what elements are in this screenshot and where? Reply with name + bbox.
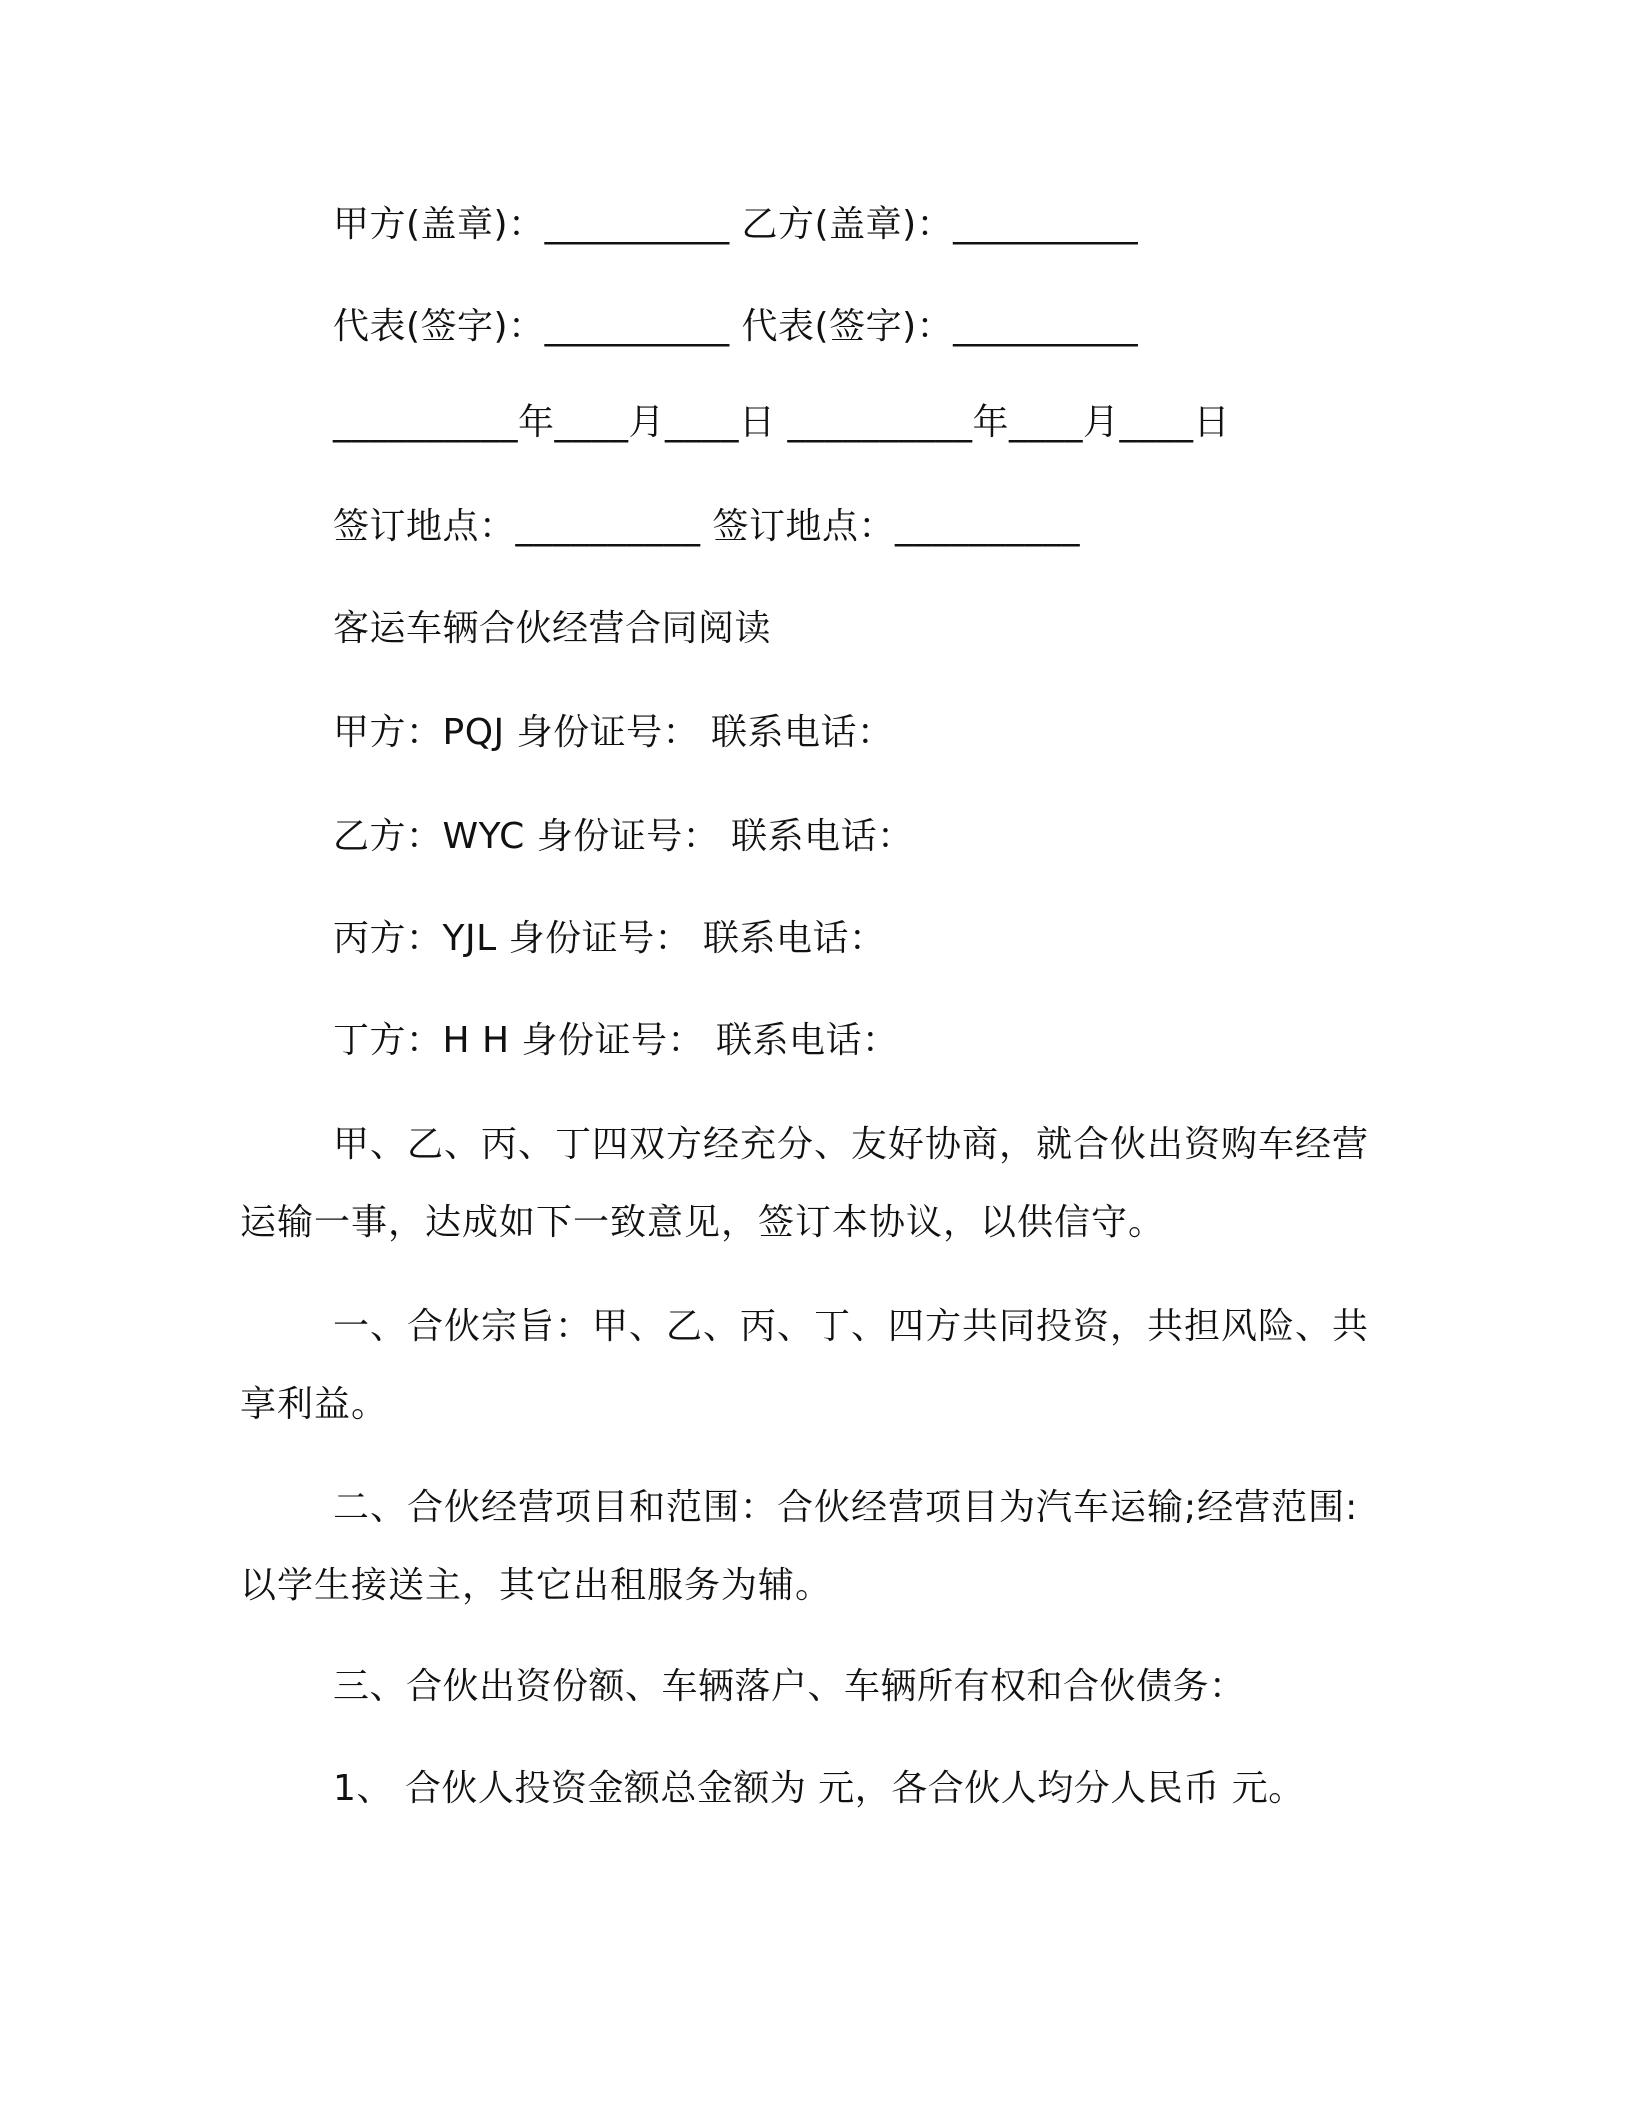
signature-date-line: __________年____月____日 __________年____月____日 xyxy=(333,402,1230,443)
party-d-info: 丁方：H H 身份证号： 联系电话： xyxy=(333,1020,899,1061)
clause-capital-item-1: 1、 合伙人投资金额总金额为 元，各合伙人均分人民币 元。 xyxy=(333,1768,1305,1809)
signature-place-line: 签订地点：__________ 签订地点：__________ xyxy=(333,506,1080,547)
intro-paragraph: 甲、乙、丙、丁四双方经充分、友好协商，就合伙出资购车经营运输一事，达成如下一致意见，签订本协议，以供信守。 xyxy=(240,1124,1370,1243)
clause-purpose: 一、合伙宗旨：甲、乙、丙、丁、四方共同投资，共担风险、共享利益。 xyxy=(240,1306,1370,1425)
party-c-info: 丙方：YJL 身份证号： 联系电话： xyxy=(333,918,886,959)
clause-capital-title: 三、合伙出资份额、车辆落户、车辆所有权和合伙债务： xyxy=(333,1666,1246,1707)
party-a-info: 甲方：PQJ 身份证号： 联系电话： xyxy=(333,712,894,753)
signature-seal-line: 甲方(盖章)：__________ 乙方(盖章)：__________ xyxy=(333,204,1139,245)
contract-title: 客运车辆合伙经营合同阅读 xyxy=(333,608,772,649)
party-b-info: 乙方：WYC 身份证号： 联系电话： xyxy=(333,816,914,857)
signature-representative-line: 代表(签字)：__________ 代表(签字)：__________ xyxy=(333,306,1139,347)
clause-scope: 二、合伙经营项目和范围：合伙经营项目为汽车运输;经营范围:以学生接送主，其它出租服务为辅。 xyxy=(240,1487,1359,1606)
